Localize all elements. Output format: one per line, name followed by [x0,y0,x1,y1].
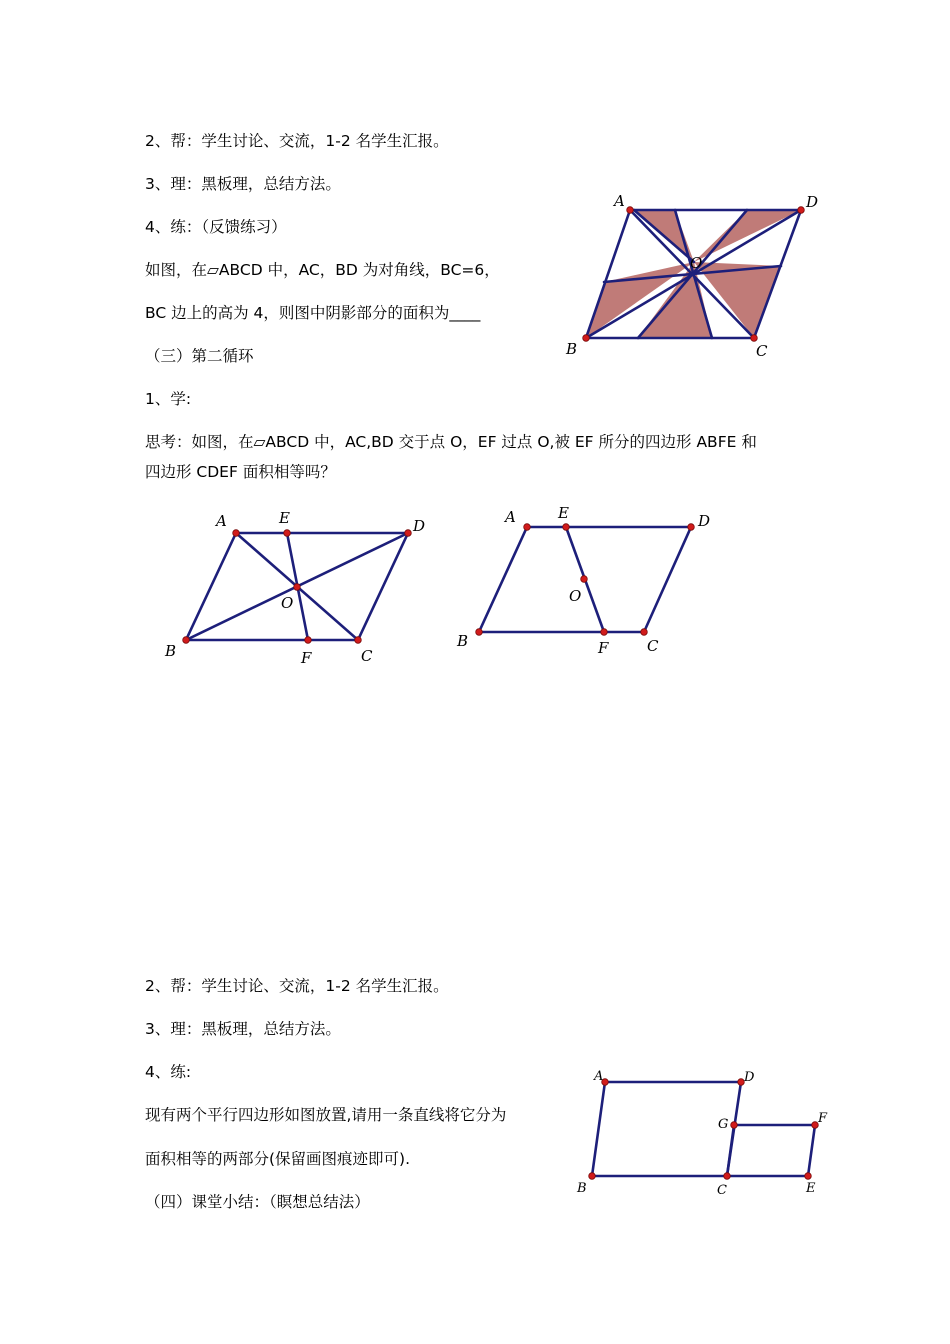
label-d: D [413,517,426,535]
point-o [581,576,588,583]
label-e: E [806,1181,816,1196]
problem-line-2: BC 边上的高为 4，则图中阴影部分的面积为____ [145,304,481,322]
point-d [688,524,695,531]
label-a: A [216,512,227,530]
step-learn: 1、学: [145,390,192,408]
step-practice-2: 4、练: [145,1063,192,1081]
step-help-2: 2、帮：学生讨论、交流，1-2 名学生汇报。 [145,977,449,995]
label-b: B [457,632,469,650]
point-a [627,207,634,214]
label-f: F [818,1111,828,1126]
label-f: F [598,639,609,657]
point-a [233,530,240,537]
point-d [798,207,805,214]
label-b: B [165,642,177,660]
label-b: B [577,1181,587,1196]
point-c [355,637,362,644]
label-a: A [614,192,625,210]
think-line-1: 思考：如图，在▱ABCD 中，AC,BD 交于点 O，EF 过点 O,被 EF 所分的四边形 ABFE 和 [145,433,757,451]
label-b: B [566,340,578,358]
step-organize: 3、理：黑板理，总结方法。 [145,175,341,193]
exercise-line-1: 现有两个平行四边形如图放置,请用一条直线将它分为 [145,1106,507,1124]
point-d [405,530,412,537]
figure-two-parallelograms [570,1062,840,1202]
point-e [284,530,291,537]
label-f: F [301,649,312,667]
label-g: G [718,1117,729,1132]
point-f [601,629,608,636]
problem-line-1: 如图，在▱ABCD 中，AC，BD 为对角线，BC=6， [145,261,500,279]
figure-shaded-parallelogram [555,188,835,368]
point-e [563,524,570,531]
figure-parallelogram-ef [450,500,730,670]
point-e [805,1173,812,1180]
think-line-2: 四边形 CDEF 面积相等吗？ [145,463,336,481]
step-practice: 4、练：（反馈练习） [145,218,287,236]
label-c: C [756,342,768,360]
point-c [724,1173,731,1180]
label-e: E [558,504,569,522]
figure-parallelogram-ef-through-o [160,505,440,675]
label-d: D [744,1070,755,1085]
label-c: C [717,1183,727,1198]
small-parallelogram [727,1125,815,1176]
label-d: D [806,193,819,211]
step-organize-2: 3、理：黑板理，总结方法。 [145,1020,341,1038]
exercise-line-2: 面积相等的两部分(保留画图痕迹即可). [145,1150,411,1168]
label-c: C [647,637,659,655]
point-b [476,629,483,636]
point-o [294,584,301,591]
label-o: O [569,587,582,605]
step-help: 2、帮：学生讨论、交流，1-2 名学生汇报。 [145,132,449,150]
point-c [751,335,758,342]
point-f [305,637,312,644]
label-a: A [594,1069,604,1084]
label-e: E [279,509,290,527]
label-o: O [281,594,294,612]
point-c [641,629,648,636]
summary-heading: （四）课堂小结：（瞑想总结法） [145,1193,370,1211]
label-d: D [698,512,711,530]
point-b [183,637,190,644]
point-a [524,524,531,531]
point-b [589,1173,596,1180]
point-g [731,1122,738,1129]
point-b [583,335,590,342]
label-c: C [361,647,373,665]
label-a: A [505,508,516,526]
label-o: O [690,254,703,272]
cycle2-heading: （三）第二循环 [145,347,254,365]
